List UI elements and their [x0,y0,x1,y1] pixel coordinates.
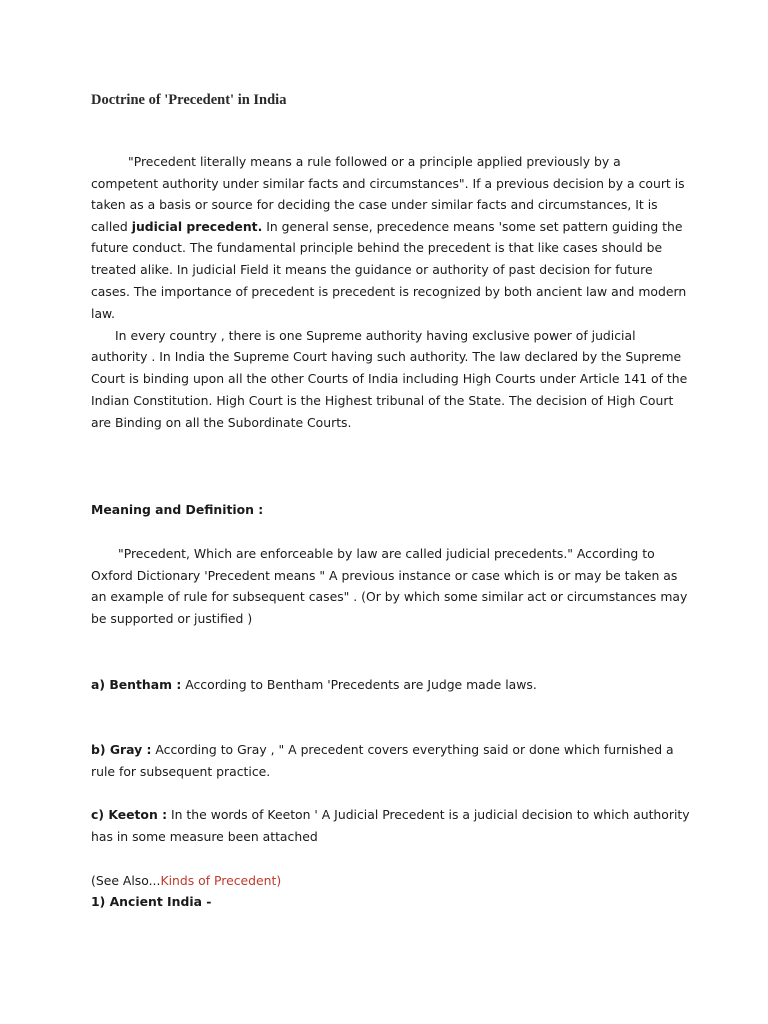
bold-term: judicial precedent. [131,219,263,234]
text-line: law. [91,306,115,321]
text-line: be supported or justified ) [91,611,253,626]
text-line: "Precedent, Which are enforceable by law are called judicial precedents." According to [118,546,655,561]
text-line: competent authority under similar facts and circumstances". If a previous decision by a court is [91,176,685,191]
text-line: treated alike. In judicial Field it means the guidance or authority of past decision for future [91,262,653,277]
text-line [91,870,281,892]
text-line: an example of rule for subsequent cases" . (Or by which some similar act or circumstances may [91,589,688,604]
text-line: cases. The importance of precedent is precedent is recognized by both ancient law and modern [91,284,687,299]
text-line: taken as a basis or source for deciding the case under similar facts and circumstances, It is [91,197,658,212]
kinds-of-precedent-link[interactable]: Kinds of Precedent) [160,873,282,888]
text-line: are Binding on all the Subordinate Courts. [91,415,352,430]
text-span: called [91,219,132,234]
text-line [91,216,682,238]
ancient-india-heading: 1) Ancient India - [91,894,212,909]
definition-text: According to Gray , " A precedent covers everything said or done which furnished a [151,742,674,757]
text-line [91,674,537,696]
document-title: Doctrine of 'Precedent' in India [91,92,287,108]
definition-label: c) Keeton : [91,807,168,822]
text-line: Oxford Dictionary 'Precedent means " A previous instance or case which is or may be taken as [91,568,678,583]
definition-text: In the words of Keeton ' A Judicial Precedent is a judicial decision to which authority [167,807,690,822]
text-line: rule for subsequent practice. [91,764,271,779]
see-also-prefix: (See Also... [91,873,161,888]
meaning-heading: Meaning and Definition : [91,502,264,517]
definition-text: According to Bentham 'Precedents are Judge made laws. [181,677,537,692]
text-line: In every country , there is one Supreme authority having exclusive power of judicial [115,328,636,343]
text-span: In general sense, precedence means 'some set pattern guiding the [262,219,683,234]
definition-label: a) Bentham : [91,677,182,692]
text-line [91,739,674,761]
text-line: authority . In India the Supreme Court having such authority. The law declared by the Supreme [91,349,682,364]
text-line: has in some measure been attached [91,829,318,844]
text-line [91,804,690,826]
text-line: future conduct. The fundamental principle behind the precedent is that like cases should be [91,240,663,255]
text-line: Court is binding upon all the other Courts of India including High Courts under Article 141 of the [91,371,688,386]
text-line: Indian Constitution. High Court is the Highest tribunal of the State. The decision of High Court [91,393,674,408]
definition-label: b) Gray : [91,742,152,757]
text-line: "Precedent literally means a rule followed or a principle applied previously by a [128,154,621,169]
